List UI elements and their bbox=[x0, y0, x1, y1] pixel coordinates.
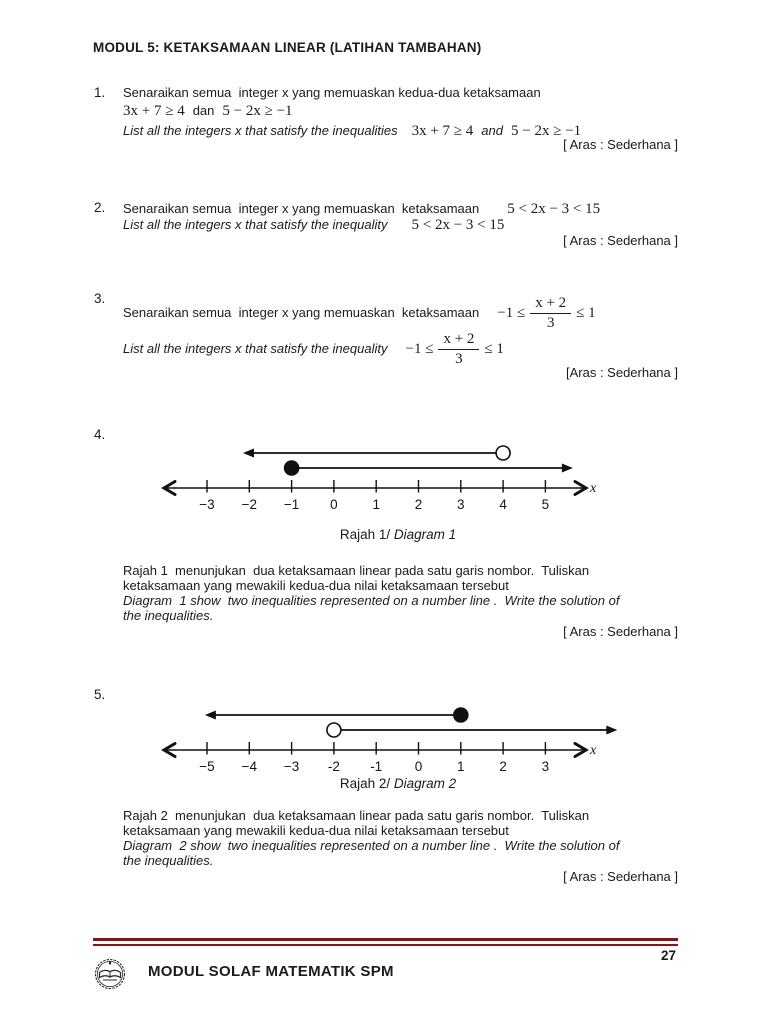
inequality-2-en: 5 < 2x − 3 < 15 bbox=[411, 217, 505, 233]
conjunction-and: and bbox=[481, 123, 503, 138]
school-logo-icon bbox=[92, 955, 128, 991]
inequality-3-suffix: ≤ 1 bbox=[576, 304, 596, 321]
footer-brand: MODUL SOLAF MATEMATIK SPM bbox=[148, 963, 394, 980]
open-circle-endpoint bbox=[496, 446, 510, 460]
diagram1-caption bbox=[163, 527, 633, 542]
footer-rule-thick bbox=[93, 938, 678, 941]
question3-number: 3. bbox=[94, 291, 106, 306]
ray-arrowhead-left-icon bbox=[243, 449, 254, 458]
inequality-3-prefix-en: −1 ≤ bbox=[405, 340, 434, 357]
question2-number: 2. bbox=[94, 200, 106, 215]
question2-english-line bbox=[123, 216, 504, 234]
question5-english-line2: the inequalities. bbox=[123, 853, 214, 868]
question3-malay: Senaraikan semua integer x yang memuaskan ketaksamaan bbox=[123, 305, 480, 321]
fraction-denominator: 3 bbox=[546, 314, 555, 331]
question4-english-line1: Diagram 1 show two inequalities represented on a number line . Write the solution of bbox=[123, 593, 620, 608]
tick-label: 3 bbox=[457, 497, 465, 512]
tick-label: -2 bbox=[327, 759, 340, 774]
filled-circle-endpoint bbox=[454, 708, 468, 722]
fraction bbox=[530, 295, 571, 332]
question4-malay-line2: ketaksamaan yang mewakili kedua-dua nilai ketaksamaan tersebut bbox=[123, 578, 509, 593]
number-line-diagram-2 bbox=[150, 702, 625, 780]
tick-label: 1 bbox=[372, 497, 380, 512]
question2-english: List all the integers x that satisfy the inequality bbox=[123, 217, 388, 232]
question4-malay-line1: Rajah 1 menunjukan dua ketaksamaan linear pada satu garis nombor. Tuliskan bbox=[123, 563, 590, 578]
question1-math-line bbox=[123, 102, 293, 120]
fraction-denominator-en: 3 bbox=[455, 350, 463, 367]
question3-level-tag: [Aras : Sederhana ] bbox=[565, 365, 678, 380]
question3-english: List all the integers x that satisfy the inequality bbox=[123, 341, 388, 357]
question1-english-line bbox=[123, 122, 581, 140]
question4-english-line2: the inequalities. bbox=[123, 608, 214, 623]
number-line-diagram-1 bbox=[150, 440, 625, 518]
tick-label: −3 bbox=[283, 759, 300, 774]
ray-arrowhead-left-icon bbox=[205, 711, 216, 720]
inequality-1a: 3x + 7 ≥ 4 bbox=[123, 103, 185, 119]
fraction-numerator-en: x + 2 bbox=[438, 331, 479, 350]
fraction-en bbox=[438, 331, 479, 368]
diagram1-caption-malay: Rajah 1/ bbox=[339, 527, 391, 542]
question5-english-line1: Diagram 2 show two inequalities represented on a number line . Write the solution of bbox=[123, 838, 620, 853]
inequality-3-suffix-en: ≤ 1 bbox=[484, 340, 504, 357]
tick-label: 0 bbox=[330, 497, 338, 512]
tick-label: −2 bbox=[241, 497, 258, 512]
footer-rule-thin bbox=[93, 944, 678, 946]
axis-variable-label: x bbox=[590, 481, 597, 496]
question1-english: List all the integers x that satisfy the inequalities bbox=[123, 123, 398, 138]
tick-label: −1 bbox=[283, 497, 300, 512]
question3-malay-line bbox=[123, 294, 596, 332]
tick-label: −3 bbox=[199, 497, 215, 512]
tick-label: 2 bbox=[499, 759, 507, 774]
inequality-1b-en: 5 − 2x ≥ −1 bbox=[511, 123, 582, 139]
conjunction-dan: dan bbox=[192, 103, 215, 118]
diagram2-caption bbox=[163, 776, 633, 791]
tick-label: −4 bbox=[241, 759, 258, 774]
ray-arrowhead-right-icon bbox=[606, 726, 617, 735]
question1-number: 1. bbox=[94, 85, 106, 100]
question2-level-tag: [ Aras : Sederhana ] bbox=[563, 233, 678, 248]
tick-label: 0 bbox=[414, 759, 423, 774]
inequality-2: 5 < 2x − 3 < 15 bbox=[507, 201, 601, 217]
diagram2-caption-malay: Rajah 2/ bbox=[339, 776, 391, 791]
inequality-1b: 5 − 2x ≥ −1 bbox=[222, 103, 293, 119]
question4-number: 4. bbox=[94, 427, 106, 442]
tick-label: 1 bbox=[457, 759, 465, 774]
tick-label: −5 bbox=[199, 759, 215, 774]
question2-malay: Senaraikan semua integer x yang memuaskan ketaksamaan bbox=[123, 201, 480, 216]
question4-level-tag: [ Aras : Sederhana ] bbox=[563, 624, 678, 639]
ray-arrowhead-right-icon bbox=[562, 464, 573, 473]
page-number: 27 bbox=[660, 948, 676, 963]
open-circle-endpoint bbox=[327, 723, 341, 737]
inequality-3-prefix: −1 ≤ bbox=[497, 304, 526, 321]
question5-malay-line2: ketaksamaan yang mewakili kedua-dua nilai ketaksamaan tersebut bbox=[123, 823, 509, 838]
tick-label: 5 bbox=[541, 497, 550, 512]
axis-variable-label: x bbox=[590, 743, 597, 758]
question5-level-tag: [ Aras : Sederhana ] bbox=[563, 869, 678, 884]
filled-circle-endpoint bbox=[285, 461, 299, 475]
question3-english-line bbox=[123, 330, 504, 368]
diagram2-caption-english: Diagram 2 bbox=[393, 776, 457, 791]
inequality-1a-en: 3x + 7 ≥ 4 bbox=[411, 123, 474, 139]
tick-label: -1 bbox=[370, 759, 383, 774]
question5-malay-line1: Rajah 2 menunjukan dua ketaksamaan linear pada satu garis nombor. Tuliskan bbox=[123, 808, 590, 823]
fraction-numerator: x + 2 bbox=[530, 295, 571, 314]
tick-label: 2 bbox=[414, 497, 423, 512]
question1-malay: Senaraikan semua integer x yang memuaskan kedua-dua ketaksamaan bbox=[123, 85, 541, 100]
tick-label: 3 bbox=[541, 759, 550, 774]
tick-label: 4 bbox=[499, 497, 507, 512]
question5-number: 5. bbox=[94, 687, 106, 702]
page-title: MODUL 5: KETAKSAMAAN LINEAR (LATIHAN TAMBAHAN) bbox=[93, 40, 482, 55]
question1-level-tag: [ Aras : Sederhana ] bbox=[563, 137, 678, 152]
diagram1-caption-english: Diagram 1 bbox=[393, 527, 457, 542]
